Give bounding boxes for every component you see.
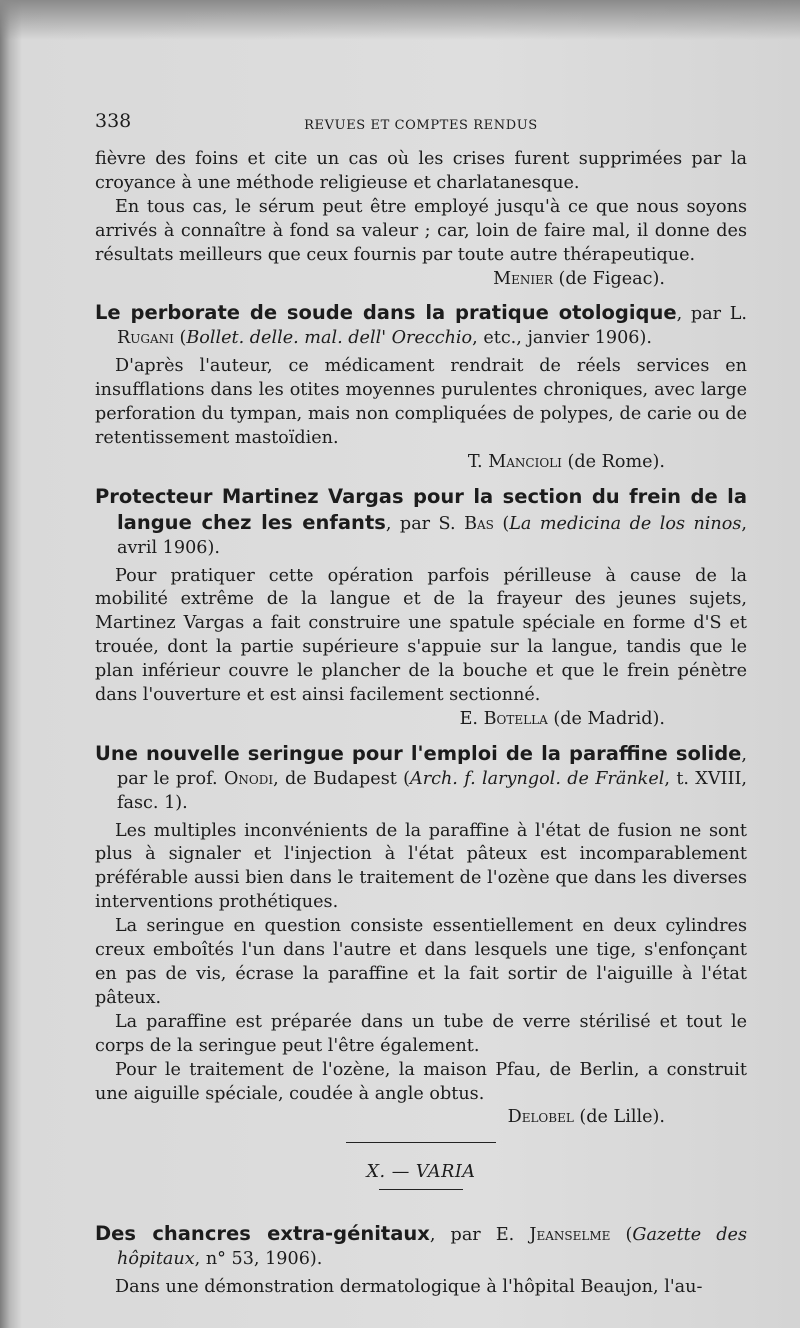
- article-heading-1: Le perborate de soude dans la pratique otologique, par L. Rugani (Bollet. delle. mal. dell' Orecchio, etc., janvier 1906).: [95, 301, 747, 349]
- section-divider-top: [346, 1142, 496, 1143]
- article-author: Onodi: [223, 768, 274, 789]
- text-column: [95, 110, 747, 1300]
- article-source: Bollet. delle. mal. dell' Orecchio: [186, 328, 473, 349]
- article-signature-1: T. Mancioli (de Rome).: [467, 451, 665, 472]
- signature-name: Menier: [493, 268, 553, 289]
- article-author: Rugani: [117, 328, 174, 349]
- signature-place: (de Rome).: [567, 451, 665, 472]
- article-author: Bas: [464, 513, 494, 534]
- signature-place: (de Madrid).: [553, 708, 665, 729]
- article-source: Arch. f. laryngol. de Fränkel: [410, 768, 665, 789]
- article-title: Une nouvelle seringue pour l'emploi de la paraffine solide: [95, 741, 742, 765]
- article-heading-3: Une nouvelle seringue pour l'emploi de la paraffine solide, par le prof. Onodi, de Budapest (Arch. f. laryngol. de Fränkel, t. XVIII, fasc. 1).: [95, 741, 747, 813]
- article-heading-4: Des chancres extra-génitaux, par E. Jeanselme (Gazette des hôpitaux, n° 53, 1906).: [95, 1222, 747, 1270]
- signature-name: Mancioli: [488, 451, 562, 472]
- article-heading-2: Protecteur Martinez Vargas pour la section du frein de la langue chez les enfants, par S. Bas (La medicina de los ninos, avril 1906).: [95, 484, 747, 558]
- article-author: Jeanselme: [529, 1225, 611, 1246]
- section-title: X. — VARIA: [366, 1162, 476, 1183]
- article-source: La medicina de los ninos: [509, 513, 742, 534]
- article-title: Des chancres extra-génitaux: [95, 1222, 430, 1246]
- article-signature-3: [95, 1106, 747, 1130]
- running-header: [95, 110, 747, 132]
- signature-name: Botella: [483, 708, 548, 729]
- article-title: Protecteur Martinez Vargas pour la section du frein de la langue chez les enfants: [95, 484, 747, 534]
- intro-paragraph-2: En tous cas, le sérum peut être employé jusqu'à ce que nous soyons arrivés à connaître à fond sa valeur ; car, loin de faire mal, il donne des résultats meilleurs que ceux fournis par toute autre thérapeutique.: [95, 196, 747, 265]
- signature-name: Delobel: [507, 1107, 574, 1128]
- article-body-3c: La paraffine est préparée dans un tube de verre stérilisé et tout le corps de la seringue peut l'être également.: [95, 1011, 747, 1056]
- article-body-3b: La seringue en question consiste essentiellement en deux cylindres creux emboîtés l'un dans l'autre et dans lesquels une tige, s'enfonçant en pas de vis, écrase la paraffine et la fait sortir de l'aiguille à l'état pâteux.: [95, 916, 747, 1008]
- intro-signature: [95, 268, 747, 292]
- article-body-3a: Les multiples inconvénients de la paraffine à l'état de fusion ne sont plus à signaler et l'injection à l'état pâteux est incomparablement préférable aussi bien dans le traitement de l'ozène que dans les diverses interventions prothétiques.: [95, 820, 747, 913]
- article-body-1: D'après l'auteur, ce médicament rendrait de réels services en insufflations dans les otites moyennes purulentes chroniques, avec large perforation du tympan, mais non compliquées de polypes, de carie ou de retentissement mastoïdien.: [95, 356, 747, 448]
- running-title: REVUES ET COMPTES RENDUS: [304, 118, 538, 133]
- article-source: Gazette des hôpitaux: [117, 1225, 747, 1270]
- article-signature-2: E. Botella (de Madrid).: [459, 708, 665, 729]
- intro-paragraph: fièvre des foins et cite un cas où les crises furent supprimées par la croyance à une méthode religieuse et charlatanesque.: [95, 149, 747, 193]
- article-body-2: Pour pratiquer cette opération parfois périlleuse à cause de la mobilité extrême de la langue et de la frayeur des jeunes sujets, Martinez Vargas a fait construire une spatule spéciale en forme d'S et trouée, dont la partie supérieure s'appuie sur la langue, tandis que le plan inférieur couvre le plancher de la bouche et que le frein pénètre dans l'ouverture et est ainsi facilement sectionné.: [95, 565, 747, 706]
- article-body-3d: Pour le traitement de l'ozène, la maison Pfau, de Berlin, a construit une aiguille spéciale, coudée à angle obtus.: [95, 1059, 747, 1104]
- signature-place: (de Figeac).: [558, 268, 665, 289]
- article-title: Le perborate de soude dans la pratique otologique: [95, 301, 677, 325]
- page-number: 338: [95, 110, 132, 132]
- article-body-4: Dans une démonstration dermatologique à l'hôpital Beaujon, l'au-: [115, 1277, 703, 1298]
- signature-place: (de Lille).: [579, 1107, 665, 1128]
